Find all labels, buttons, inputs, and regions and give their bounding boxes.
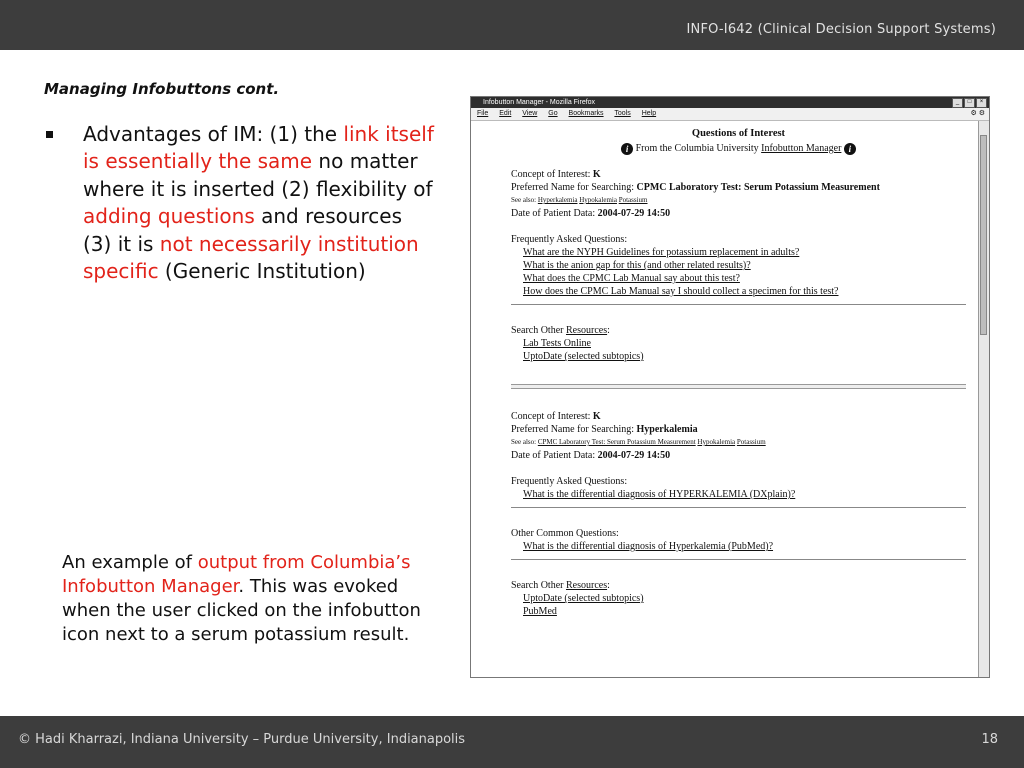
scrollbar[interactable] <box>978 121 989 677</box>
see-also-label: See also: <box>511 196 538 204</box>
concept-label: Concept of Interest: <box>511 411 593 422</box>
questions-heading: Questions of Interest <box>691 128 786 139</box>
copyright-text: © Hadi Kharrazi, Indiana University – Purdue University, Indianapolis <box>18 732 466 747</box>
preferred-name-line <box>511 181 966 194</box>
see-also-link[interactable]: CPMC Laboratory Test: Serum Potassium Measurement <box>537 438 696 446</box>
menu-bar <box>471 108 989 121</box>
bullet-text-part: and resources (3) it is <box>83 204 403 256</box>
window-titlebar <box>471 97 989 108</box>
info-icon: i <box>844 143 856 155</box>
date-line <box>511 449 966 462</box>
search-resources-line <box>511 579 966 592</box>
caption-highlight: output from Columbia’s Infobutton Manager <box>62 552 411 597</box>
info-icon: i <box>621 143 633 155</box>
concept-line <box>511 168 966 181</box>
resource-link[interactable]: PubMed <box>523 606 557 617</box>
preferred-value: Hyperkalemia <box>636 424 698 435</box>
other-question-link[interactable]: What is the differential diagnosis of Hyperkalemia (PubMed)? <box>523 541 774 552</box>
page-number: 18 <box>981 732 998 747</box>
menu-bookmarks[interactable]: Bookmarks <box>568 110 604 117</box>
date-label: Date of Patient Data: <box>511 208 598 219</box>
bullet-highlight-2: adding questions <box>83 204 255 229</box>
minimize-button[interactable]: _ <box>952 98 963 108</box>
caption <box>62 551 432 647</box>
see-also-line <box>511 436 966 449</box>
bullet-text <box>83 121 436 285</box>
see-also-link[interactable]: Hyperkalemia <box>537 196 578 204</box>
search-colon: : <box>607 325 610 336</box>
see-also-link[interactable]: Potassium <box>736 438 766 446</box>
resource-link[interactable]: UptoDate (selected subtopics) <box>523 593 644 604</box>
bullet-text-part: no matter where it is inserted (2) flexibility of <box>83 149 433 201</box>
browser-screenshot <box>470 96 990 678</box>
resources-link[interactable]: Resources <box>565 580 608 591</box>
header-bar <box>0 0 1024 50</box>
see-also-label: See also: <box>511 438 538 446</box>
bullet-square-icon <box>46 131 53 138</box>
resource-link[interactable]: Lab Tests Online <box>523 338 591 349</box>
menu-go[interactable]: Go <box>548 110 558 117</box>
page-content <box>511 127 966 618</box>
menu-tools[interactable]: Tools <box>614 110 631 117</box>
see-also-link[interactable]: Potassium <box>618 196 648 204</box>
date-line <box>511 207 966 220</box>
course-title: INFO-I642 (Clinical Decision Support Systems) <box>686 22 996 37</box>
faq-link[interactable]: What are the NYPH Guidelines for potassium replacement in adults? <box>523 247 800 258</box>
see-also-line <box>511 194 966 207</box>
search-label: Search Other <box>511 580 566 591</box>
resource-link[interactable]: UptoDate (selected subtopics) <box>523 351 644 362</box>
section-separator <box>511 384 966 389</box>
other-questions-label: Other Common Questions: <box>511 528 619 539</box>
preferred-name-line <box>511 423 966 436</box>
preferred-label: Preferred Name for Searching: <box>511 424 637 435</box>
preferred-label: Preferred Name for Searching: <box>511 182 637 193</box>
scrollbar-thumb[interactable] <box>980 135 987 335</box>
see-also-link[interactable]: Hypokalemia <box>579 196 617 204</box>
concept-value: K <box>592 169 601 180</box>
search-colon: : <box>607 580 610 591</box>
close-button[interactable]: × <box>976 98 987 108</box>
bullet-text-part: (Generic Institution) <box>158 259 366 284</box>
source-line <box>511 142 966 155</box>
infobutton-manager-link[interactable]: Infobutton Manager <box>761 143 842 154</box>
concept-line <box>511 410 966 423</box>
bullet-highlight-3: not necessarily institution specific <box>83 231 419 284</box>
divider <box>511 507 966 508</box>
source-prefix: From the Columbia University <box>635 143 762 154</box>
menu-tools-icon: ⚙ ⚙ <box>970 110 985 117</box>
date-value: 2004-07-29 14:50 <box>597 450 671 461</box>
resources-link[interactable]: Resources <box>565 325 608 336</box>
date-value: 2004-07-29 14:50 <box>597 208 671 219</box>
concept-label: Concept of Interest: <box>511 169 593 180</box>
divider <box>511 559 966 560</box>
concept-value: K <box>592 411 601 422</box>
caption-part: An example of <box>62 552 198 573</box>
bullet-highlight-1: link itself is essentially the same <box>83 122 434 174</box>
faq-link[interactable]: What is the differential diagnosis of HYPERKALEMIA (DXplain)? <box>523 489 796 500</box>
faq-label: Frequently Asked Questions: <box>511 476 628 487</box>
menu-file[interactable]: File <box>477 110 489 117</box>
menu-view[interactable]: View <box>522 110 538 117</box>
faq-link[interactable]: How does the CPMC Lab Manual say I should collect a specimen for this test? <box>523 286 839 297</box>
date-label: Date of Patient Data: <box>511 450 598 461</box>
maximize-button[interactable]: □ <box>964 98 975 108</box>
see-also-link[interactable]: Hypokalemia <box>697 438 736 446</box>
caption-part: . This was evoked when the user clicked on the infobutton icon next to a serum potassium result. <box>62 576 421 645</box>
bullet-text-part: Advantages of IM: (1) the <box>83 122 344 146</box>
divider <box>511 304 966 305</box>
slide-title: Managing Infobuttons cont. <box>44 80 280 98</box>
menu-help[interactable]: Help <box>641 110 657 117</box>
faq-link[interactable]: What is the anion gap for this (and other related results)? <box>523 260 751 271</box>
window-title: Infobutton Manager - Mozilla Firefox <box>483 99 596 106</box>
preferred-value: CPMC Laboratory Test: Serum Potassium Measurement <box>636 182 880 193</box>
footer-bar <box>0 716 1024 768</box>
menu-edit[interactable]: Edit <box>499 110 512 117</box>
search-label: Search Other <box>511 325 566 336</box>
faq-label: Frequently Asked Questions: <box>511 234 628 245</box>
bullet-point <box>46 121 436 285</box>
faq-link[interactable]: What does the CPMC Lab Manual say about this test? <box>523 273 740 284</box>
search-resources-line <box>511 324 966 337</box>
